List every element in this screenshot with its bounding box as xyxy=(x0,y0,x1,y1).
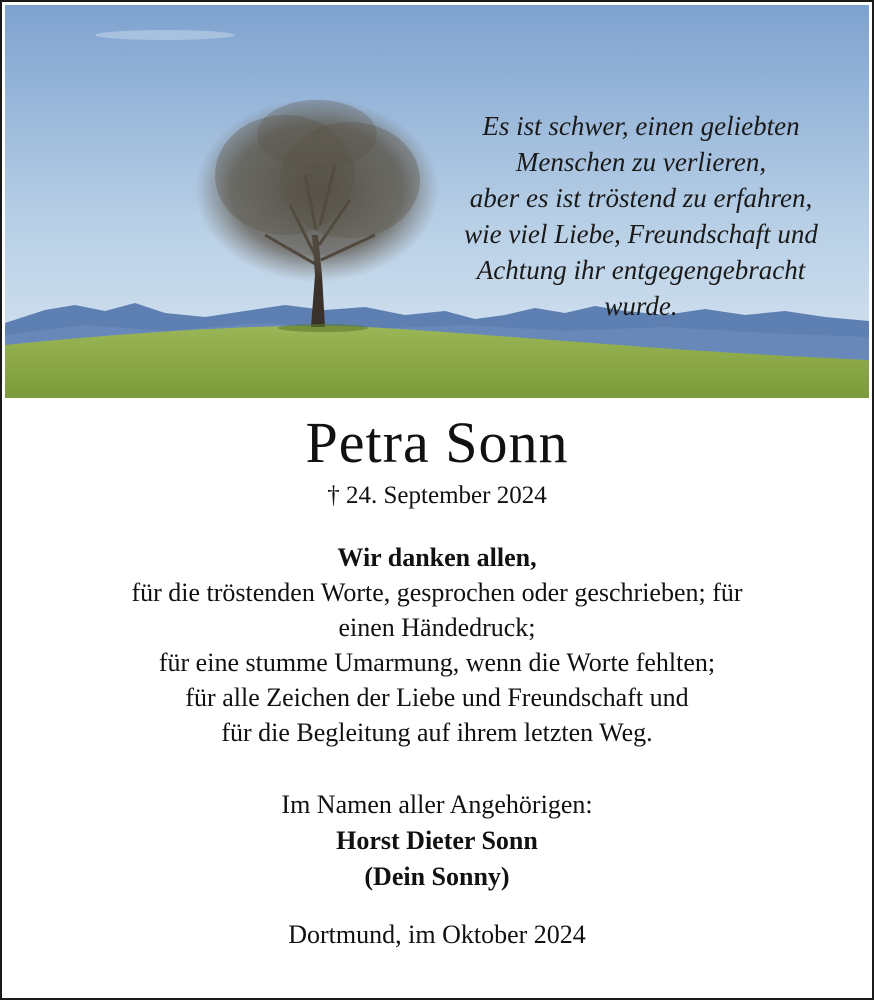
death-date: † 24. September 2024 xyxy=(327,482,547,509)
thanks-heading: Wir danken allen, xyxy=(337,543,537,572)
quote-line: Menschen zu verlieren, xyxy=(515,147,767,177)
memorial-quote xyxy=(420,108,862,324)
deceased-name: Petra Sonn xyxy=(305,410,569,475)
thanks-line: einen Händedruck; xyxy=(338,613,536,642)
thanks-line: für alle Zeichen der Liebe und Freundschaft und xyxy=(185,683,689,712)
place-date: Dortmund, im Oktober 2024 xyxy=(288,920,586,949)
quote-line: Es ist schwer, einen geliebten xyxy=(482,111,800,141)
thanks-line: für die tröstenden Worte, gesprochen oder geschrieben; für xyxy=(131,578,743,607)
quote-line: wurde. xyxy=(604,291,678,321)
signature-name: Horst Dieter Sonn xyxy=(336,826,538,855)
thanks-line: für die Begleitung auf ihrem letzten Weg. xyxy=(221,718,653,747)
thanks-line: für eine stumme Umarmung, wenn die Worte fehlten; xyxy=(158,648,716,677)
signature-intro: Im Namen aller Angehörigen: xyxy=(281,790,593,819)
thanks-text xyxy=(2,540,872,750)
signature-nickname: (Dein Sonny) xyxy=(364,862,510,891)
quote-line: aber es ist tröstend zu erfahren, xyxy=(469,183,813,213)
quote-line: wie viel Liebe, Freundschaft und xyxy=(464,219,818,249)
quote-line: Achtung ihr entgegengebracht xyxy=(476,255,806,285)
signature-block xyxy=(2,787,872,895)
